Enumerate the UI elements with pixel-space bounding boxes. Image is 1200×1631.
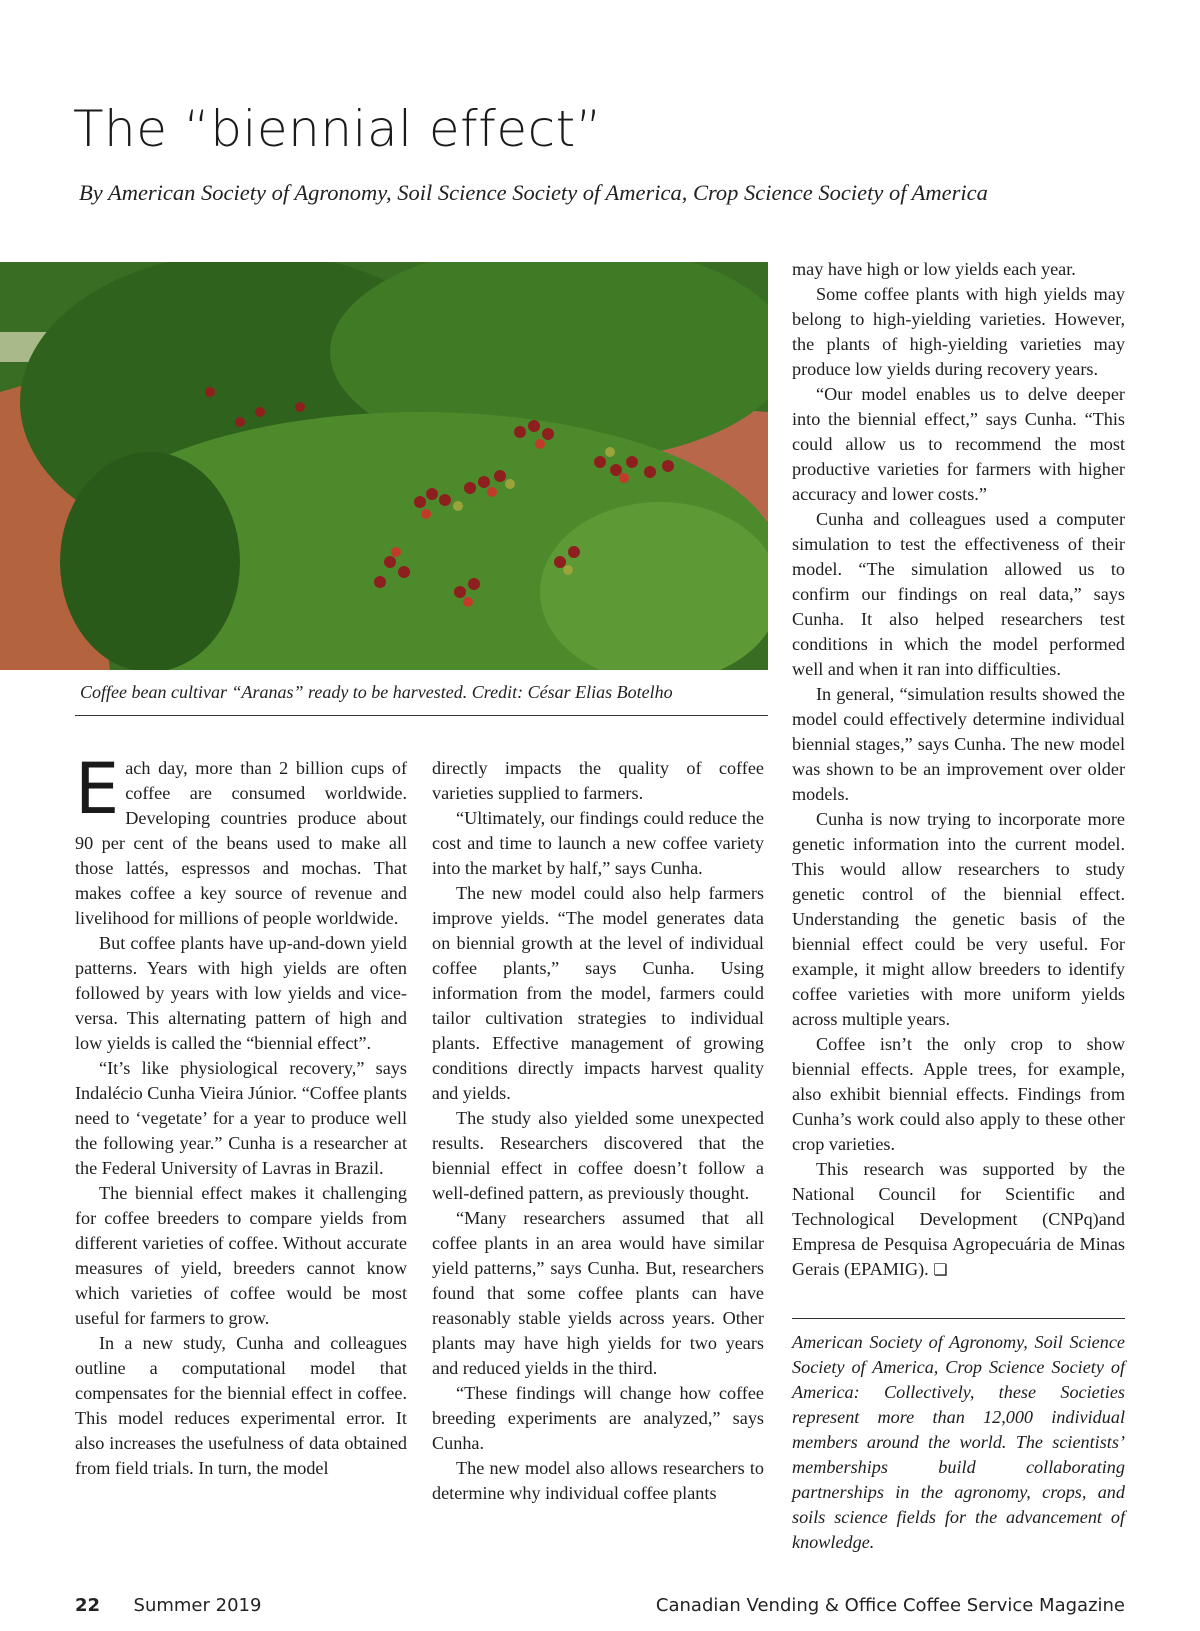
paragraph: “Many researchers assumed that all coffee plants in an area would have similar yield patterns,” says Cunha. But, researchers found that some coffee plants can have reasonably stable yields across years. Other plants may have high yields for two years and reduced yields in the third. (432, 1208, 764, 1378)
paragraph: In general, “simulation results showed the model could effectively determine individual biennial stages,” says Cunha. The new model was shown to be an improvement over older models. (792, 684, 1125, 804)
paragraph: The biennial effect makes it challenging for coffee breeders to compare yields from different varieties of coffee. Without accurate measures of yield, breeders cannot know which varieties of coffee would be most useful for farmers to grow. (75, 1183, 407, 1328)
paragraph: The new model could also help farmers improve yields. “The model generates data on biennial growth at the level of individual coffee plants,” says Cunha. Using information from the model, farmers could tailor cultivation strategies to individual plants. Effective management of growing conditions directly impacts harvest quality and yields. (432, 883, 764, 1103)
paragraph: The study also yielded some unexpected results. Researchers discovered that the biennial effect in coffee doesn’t follow a well-defined pattern, as previously thought. (432, 1108, 764, 1203)
photo-caption: Coffee bean cultivar “Aranas” ready to be harvested. Credit: César Elias Botelho (80, 682, 673, 702)
paragraph: “These findings will change how coffee breeding experiments are analyzed,” says Cunha. (432, 1383, 764, 1453)
paragraph: ach day, more than 2 billion cups of coffee are consumed worldwide. Developing countries produce about 90 per cent of the beans used to make all those lattés, espressos and mochas. That makes coffee a key source of revenue and livelihood for millions of people worldwide. (75, 758, 407, 928)
footer-left (75, 1595, 261, 1616)
paragraph: Cunha and colleagues used a computer simulation to test the effectiveness of their model. “The simulation allowed us to confirm our findings on real data,” says Cunha. It also helped researchers test conditions in which the model performed well and when it ran into difficulties. (792, 509, 1125, 679)
paragraph-text: This research was supported by the National Council for Scientific and Technological Development (CNPq)and Empresa de Pesquisa Agropecuária de Minas Gerais (EPAMIG). (792, 1159, 1125, 1279)
paragraph: “Ultimately, our findings could reduce the cost and time to launch a new coffee variety into the market by half,” says Cunha. (432, 808, 764, 878)
caption-rule (75, 715, 768, 716)
end-mark-icon: ❏ (933, 1260, 948, 1279)
paragraph: In a new study, Cunha and colleagues outline a computational model that compensates for the biennial effect in coffee. This model reduces experimental error. It also increases the usefulness of data obtained from field trials. In turn, the model (75, 1333, 407, 1478)
society-bio: American Society of Agronomy, Soil Science Society of America, Crop Science Society of America: Collectively, these Societies represent more than 12,000 individual members around the world. The scientists’ memberships build collaborating partnerships in the agronomy, crops, and soils science fields for the advancement of knowledge. (792, 1332, 1125, 1552)
paragraph: Some coffee plants with high yields may belong to high-yielding varieties. However, the plants of high-yielding varieties may produce low yields during recovery years. (792, 284, 1125, 379)
publication-name: Canadian Vending & Office Coffee Service Magazine (655, 1595, 1125, 1616)
paragraph: directly impacts the quality of coffee varieties supplied to farmers. (432, 758, 764, 803)
paragraph: Cunha is now trying to incorporate more genetic information into the current model. This would allow researchers to study genetic control of the biennial effect. Understanding the genetic basis of the biennial effect could be very useful. For example, it might allow breeders to identify coffee varieties with more uniform yields across multiple years. (792, 809, 1125, 1029)
paragraph: Coffee isn’t the only crop to show biennial effects. Apple trees, for example, also exhibit biennial effects. Findings from Cunha’s work could also apply to these other crop varieties. (792, 1034, 1125, 1154)
drop-cap: E (75, 748, 120, 830)
paragraph: The new model also allows researchers to determine why individual coffee plants (432, 1458, 764, 1503)
column-3 (792, 257, 1125, 1282)
page-number: 22 (75, 1595, 101, 1616)
bio-rule (792, 1318, 1125, 1319)
paragraph: But coffee plants have up-and-down yield patterns. Years with high yields are often followed by years with low yields and vice-versa. This alternating pattern of high and low yields is called the “biennial effect”. (75, 933, 407, 1053)
paragraph: may have high or low yields each year. (792, 259, 1076, 279)
issue-date: Summer 2019 (133, 1595, 262, 1616)
article-title: The “biennial effect” (73, 100, 603, 158)
paragraph (792, 1157, 1125, 1282)
column-2 (432, 756, 764, 1506)
paragraph: “It’s like physiological recovery,” says Indalécio Cunha Vieira Júnior. “Coffee plants need to ‘vegetate’ for a year to produce well the following year.” Cunha is a researcher at the Federal University of Lavras in Brazil. (75, 1058, 407, 1178)
paragraph: “Our model enables us to delve deeper into the biennial effect,” says Cunha. “This could allow us to recommend the most productive varieties for farmers with higher accuracy and lower costs.” (792, 384, 1125, 504)
coffee-plant-photo (0, 262, 768, 670)
column-1 (75, 748, 407, 1481)
byline: By American Society of Agronomy, Soil Science Society of America, Crop Science Society of America (79, 180, 988, 205)
